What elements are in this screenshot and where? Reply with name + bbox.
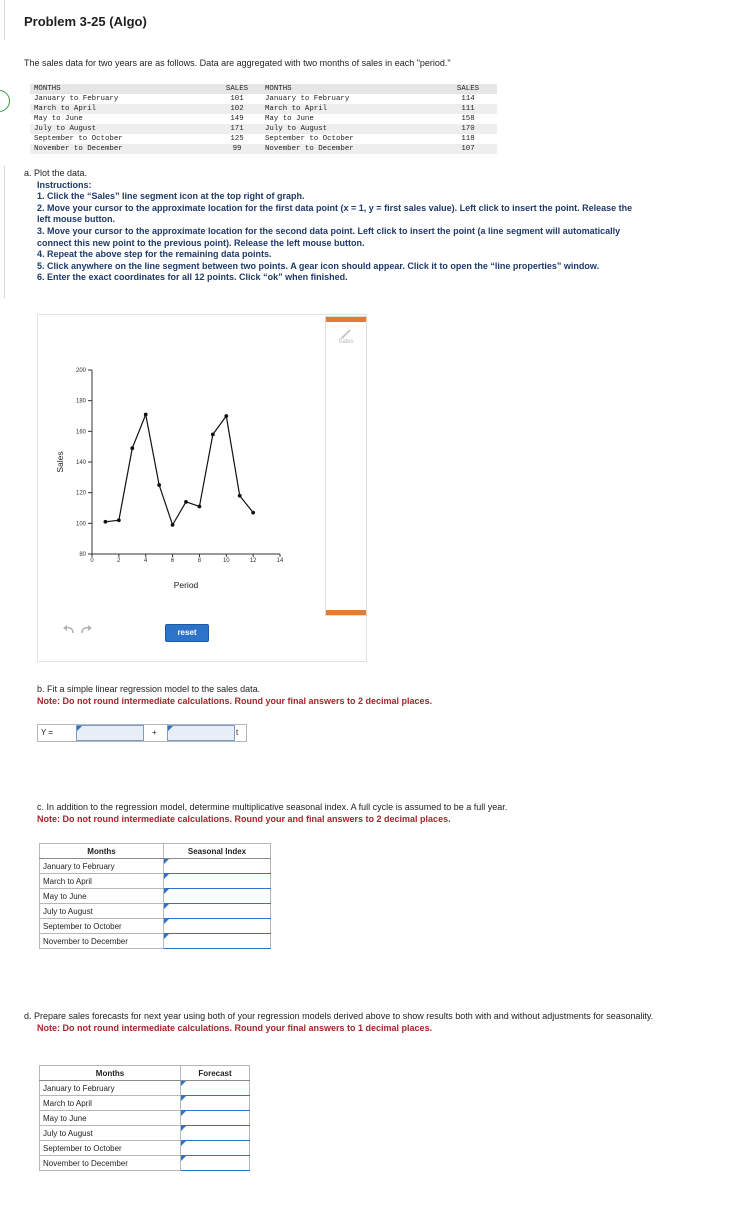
- month-label: March to April: [40, 874, 164, 889]
- seasonal-index-input[interactable]: [164, 904, 271, 919]
- forecast-input[interactable]: [181, 1156, 250, 1171]
- instruction-step: 3. Move your cursor to the approximate location for the second data point. Left click to insert the point (a line segment will automatically connect this new point to the previous point). Release the left mouse button.: [37, 225, 621, 248]
- part-b-note: Note: Do not round intermediate calculations. Round your final answers to 2 decimal places.: [37, 695, 433, 706]
- seasonal-index-input[interactable]: [164, 874, 271, 889]
- table-header-row: [30, 84, 497, 94]
- part-b-label: b. Fit a simple linear regression model to the sales data.: [37, 684, 261, 694]
- table-row: [40, 1096, 250, 1111]
- table-cell: September to October: [265, 135, 354, 143]
- table-cell: July to August: [30, 124, 213, 134]
- graph-tool-panel: [325, 316, 367, 616]
- intro-text: The sales data for two years are as follows. Data are aggregated with two months of sales in each "period.": [24, 58, 451, 68]
- instruction-step: 5. Click anywhere on the line segment between two points. A gear icon should appear. Click it to open the “line properties” window.: [37, 260, 600, 271]
- column-header: Months: [40, 844, 164, 859]
- table-header: MONTHS: [30, 84, 213, 94]
- table-cell: September to October: [34, 135, 123, 143]
- data-point: [104, 520, 108, 524]
- reset-button[interactable]: reset: [165, 624, 209, 642]
- data-point: [211, 433, 215, 437]
- table-cell: November to December: [30, 144, 213, 154]
- column-header: Seasonal Index: [164, 844, 271, 859]
- month-label: May to June: [40, 889, 164, 904]
- table-row: [30, 94, 497, 104]
- table-row: [30, 114, 497, 124]
- table-row: [40, 1141, 250, 1156]
- table-cell: 102: [213, 104, 261, 114]
- forecast-input[interactable]: [181, 1141, 250, 1156]
- forecast-input[interactable]: [181, 1081, 250, 1096]
- table-row: [40, 874, 271, 889]
- x-tick-label: 2: [117, 558, 121, 564]
- table-row: [30, 104, 497, 114]
- plus-label: +: [152, 728, 157, 737]
- table-cell: 101: [230, 95, 244, 103]
- data-point: [251, 511, 255, 515]
- x-tick-label: 14: [276, 558, 284, 564]
- table-cell: 107: [439, 144, 497, 154]
- undo-icon[interactable]: [62, 624, 75, 638]
- month-label: September to October: [40, 1141, 181, 1156]
- x-axis-label: Period: [173, 580, 199, 590]
- instruction-step: 1. Click the “Sales” line segment icon at the top right of graph.: [37, 191, 305, 202]
- table-row: [40, 1156, 250, 1171]
- table-cell: March to April: [261, 104, 439, 114]
- y-tick-label: 100: [75, 521, 86, 528]
- t-label: t: [236, 728, 239, 737]
- tool-strip-top: [326, 317, 366, 322]
- page-title: Problem 3-25 (Algo): [24, 14, 147, 29]
- seasonal-index-input[interactable]: [164, 889, 271, 904]
- month-label: November to December: [40, 1156, 181, 1171]
- intercept-input[interactable]: [76, 725, 144, 741]
- column-header: Forecast: [181, 1066, 250, 1081]
- status-circle-icon: [0, 90, 10, 112]
- table-header: SALES: [439, 84, 497, 94]
- table-row: [30, 144, 497, 154]
- table-row: [40, 1111, 250, 1126]
- data-point: [144, 413, 148, 417]
- part-d-label: d. Prepare sales forecasts for next year using both of your regression models derived above to show results both with and without adjustments for seasonality.: [24, 1011, 654, 1021]
- data-point: [157, 483, 161, 487]
- data-point: [238, 494, 242, 498]
- part-c-note: Note: Do not round intermediate calculations. Round your and final answers to 2 decimal places.: [37, 813, 451, 824]
- part-a-label: a. Plot the data.: [24, 168, 88, 178]
- forecast-table: [39, 1065, 250, 1171]
- part-c-section: [37, 802, 717, 825]
- x-tick-label: 8: [197, 558, 202, 564]
- sales-line-chart[interactable]: [37, 314, 327, 614]
- month-label: May to June: [40, 1111, 181, 1126]
- forecast-input[interactable]: [181, 1096, 250, 1111]
- left-edge-tab: [0, 0, 5, 40]
- table-row: [40, 904, 271, 919]
- data-point: [117, 518, 121, 522]
- y-tick-label: 80: [79, 552, 86, 558]
- column-header: Months: [40, 1066, 181, 1081]
- slope-input[interactable]: [167, 725, 235, 741]
- table-cell: July to August: [261, 124, 439, 134]
- part-b-section: [37, 684, 697, 707]
- month-label: July to August: [40, 1126, 181, 1141]
- tool-strip-bottom: [326, 610, 366, 615]
- seasonal-index-input[interactable]: [164, 934, 271, 949]
- month-label: January to February: [40, 1081, 181, 1096]
- y-tick-label: 160: [75, 429, 86, 436]
- instruction-step: 6. Enter the exact coordinates for all 12 points. Click “ok” when finished.: [37, 272, 348, 283]
- data-point: [171, 523, 175, 527]
- table-row: [40, 1081, 250, 1096]
- x-tick-label: 10: [222, 558, 230, 564]
- month-label: January to February: [40, 859, 164, 874]
- part-a-section: [24, 168, 644, 284]
- table-row: [30, 124, 497, 134]
- y-tick-label: 120: [75, 490, 86, 497]
- data-point: [198, 505, 202, 509]
- table-header: MONTHS: [261, 84, 439, 94]
- table-row: [40, 1126, 250, 1141]
- table-cell: 170: [439, 124, 497, 134]
- sales-data-table: [30, 84, 497, 154]
- table-cell: 114: [461, 95, 475, 103]
- table-cell: 118: [461, 135, 475, 143]
- y-tick-label: 140: [75, 460, 86, 466]
- x-tick-label: 12: [249, 558, 257, 564]
- instruction-step: 4. Repeat the above step for the remaining data points.: [37, 249, 272, 260]
- month-label: September to October: [40, 919, 164, 934]
- table-row: [40, 859, 271, 874]
- table-cell: 111: [439, 104, 497, 114]
- data-point: [184, 500, 188, 504]
- instructions-label: Instructions:: [37, 179, 92, 190]
- data-point: [130, 446, 134, 450]
- y-tick-label: 200: [75, 368, 86, 374]
- table-row: [40, 889, 271, 904]
- left-edge-tab: [0, 166, 5, 298]
- table-cell: May to June: [34, 115, 83, 123]
- x-tick-label: 0: [90, 558, 94, 564]
- redo-icon[interactable]: [80, 624, 93, 638]
- sales-tool-button[interactable]: Sales: [338, 339, 354, 345]
- x-tick-label: 6: [170, 558, 175, 564]
- table-cell: 158: [461, 115, 475, 123]
- seasonal-index-input[interactable]: [164, 919, 271, 934]
- table-row: [30, 134, 497, 144]
- y-equals-label: Y =: [41, 728, 54, 737]
- table-row: [40, 919, 271, 934]
- table-cell: May to June: [265, 115, 314, 123]
- month-label: November to December: [40, 934, 164, 949]
- part-d-section: [24, 1011, 704, 1034]
- table-cell: March to April: [30, 104, 213, 114]
- table-cell: 125: [230, 135, 244, 143]
- table-row: [40, 934, 271, 949]
- month-label: July to August: [40, 904, 164, 919]
- table-cell: November to December: [261, 144, 439, 154]
- instruction-step: 2. Move your cursor to the approximate location for the first data point (x = 1, y = first sales value). Left click to insert the point. Release the left mouse button.: [37, 202, 633, 225]
- table-header: SALES: [213, 84, 261, 94]
- forecast-input[interactable]: [181, 1126, 250, 1141]
- data-point: [224, 414, 228, 418]
- part-d-note: Note: Do not round intermediate calculations. Round your final answers to 1 decimal places.: [37, 1022, 433, 1033]
- table-cell: January to February: [34, 95, 119, 103]
- table-cell: 149: [230, 115, 244, 123]
- seasonal-index-table: [39, 843, 271, 949]
- seasonal-index-input[interactable]: [164, 859, 271, 874]
- month-label: March to April: [40, 1096, 181, 1111]
- y-axis-label: Sales: [55, 451, 65, 473]
- table-cell: 99: [213, 144, 261, 154]
- forecast-input[interactable]: [181, 1111, 250, 1126]
- y-tick-label: 180: [75, 398, 86, 405]
- table-cell: January to February: [265, 95, 350, 103]
- series-line: [105, 414, 253, 524]
- x-tick-label: 4: [144, 558, 148, 564]
- part-c-label: c. In addition to the regression model, determine multiplicative seasonal index. A full cycle is assumed to be a full year.: [37, 802, 508, 812]
- table-cell: 171: [213, 124, 261, 134]
